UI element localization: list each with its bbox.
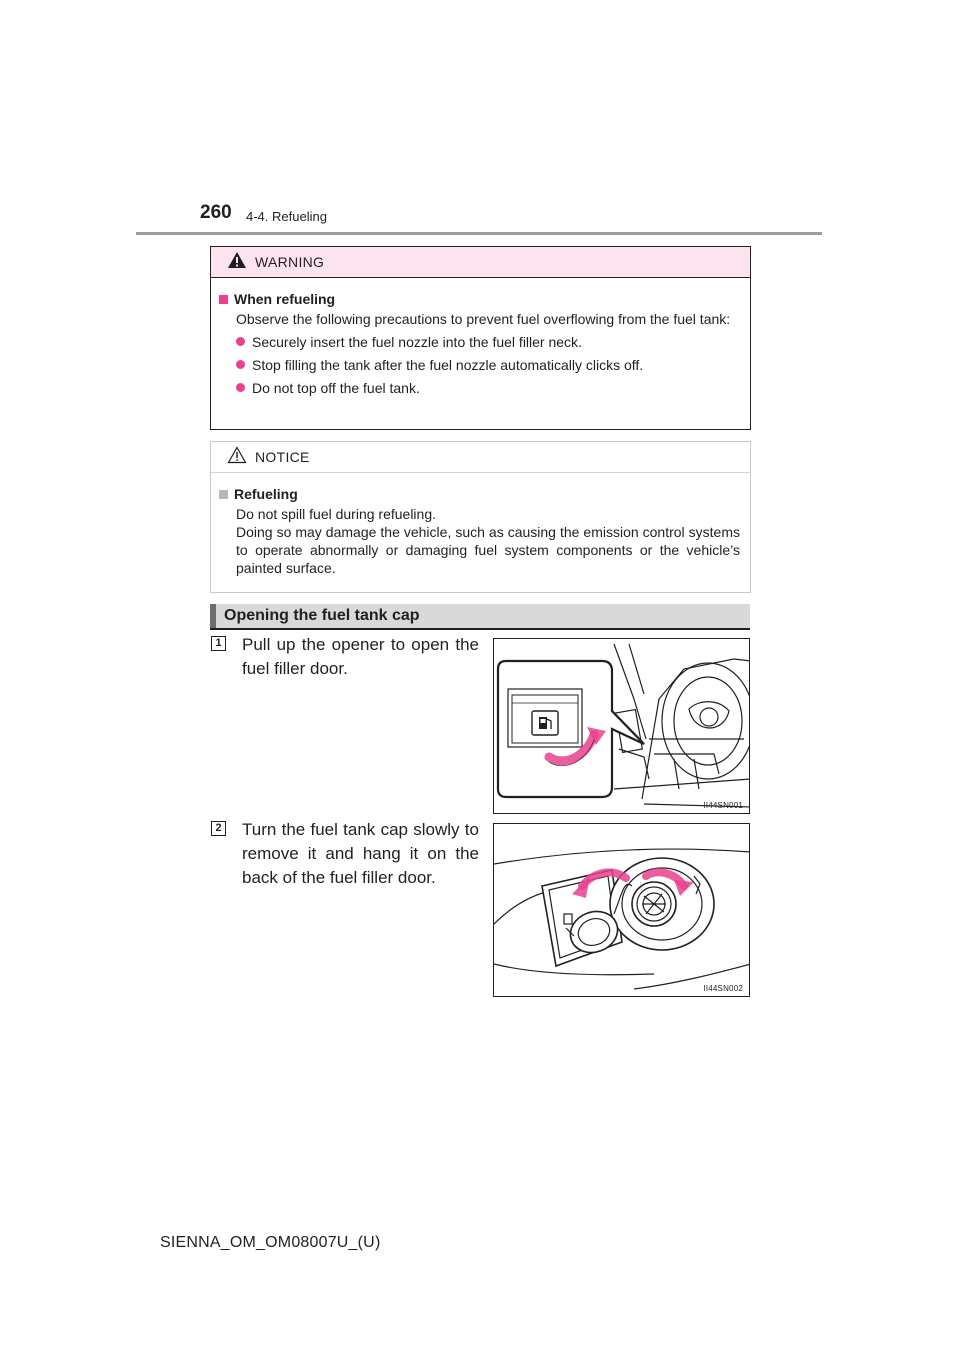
notice-heading: Refueling — [234, 486, 298, 502]
warning-title: WARNING — [255, 254, 325, 270]
footer-doc-id: SIENNA_OM_OM08007U_(U) — [160, 1234, 381, 1251]
warning-triangle-icon — [227, 251, 247, 274]
fuel-door-opener-illustration — [494, 639, 750, 814]
circle-bullet-icon — [236, 360, 245, 369]
figure-fuel-door-opener — [493, 638, 750, 814]
page-number: 260 — [200, 202, 232, 223]
step-number-2: 2 — [211, 821, 226, 836]
warning-bullet-2: Stop filling the tank after the fuel nozzle automatically clicks off. — [252, 357, 644, 373]
warning-title-bar — [211, 247, 750, 278]
figure-code-1: II44SN001 — [703, 801, 743, 810]
square-bullet-icon — [219, 490, 228, 499]
list-item — [236, 356, 740, 374]
step-1-text: Pull up the opener to open the fuel filler door. — [242, 635, 479, 678]
notice-title-bar — [211, 442, 750, 473]
notice-title: NOTICE — [255, 449, 310, 465]
step-number-1: 1 — [211, 636, 226, 651]
notice-line-1: Do not spill fuel during refueling. — [236, 506, 437, 522]
warning-bullet-3: Do not top off the fuel tank. — [252, 380, 420, 396]
header-rule — [136, 232, 822, 235]
section-heading-text: Opening the fuel tank cap — [224, 607, 420, 624]
warning-heading: When refueling — [234, 291, 336, 307]
section-heading — [210, 604, 750, 628]
fuel-cap-illustration — [494, 824, 750, 997]
warning-intro: Observe the following precautions to prevent fuel overflowing from the fuel tank: — [236, 311, 731, 327]
caution-triangle-icon — [227, 446, 247, 469]
list-item — [236, 333, 740, 351]
warning-bullet-1: Securely insert the fuel nozzle into the fuel filler neck. — [252, 334, 582, 350]
section-rule — [210, 628, 750, 630]
circle-bullet-icon — [236, 383, 245, 392]
figure-code-2: II44SN002 — [703, 984, 743, 993]
notice-box — [210, 441, 751, 593]
figure-fuel-tank-cap — [493, 823, 750, 997]
section-title: 4-4. Refueling — [246, 209, 327, 224]
step-2-text: Turn the fuel tank cap slowly to remove it and hang it on the back of the fuel filler door. — [242, 820, 479, 887]
warning-box — [210, 246, 751, 430]
section-heading-marker — [210, 604, 216, 628]
circle-bullet-icon — [236, 337, 245, 346]
square-bullet-icon — [219, 295, 228, 304]
list-item — [236, 379, 740, 397]
notice-line-2: Doing so may damage the vehicle, such as causing the emission control systems to operate abnormally or damaging fuel system components or the vehicle’s painted surface. — [236, 524, 740, 576]
